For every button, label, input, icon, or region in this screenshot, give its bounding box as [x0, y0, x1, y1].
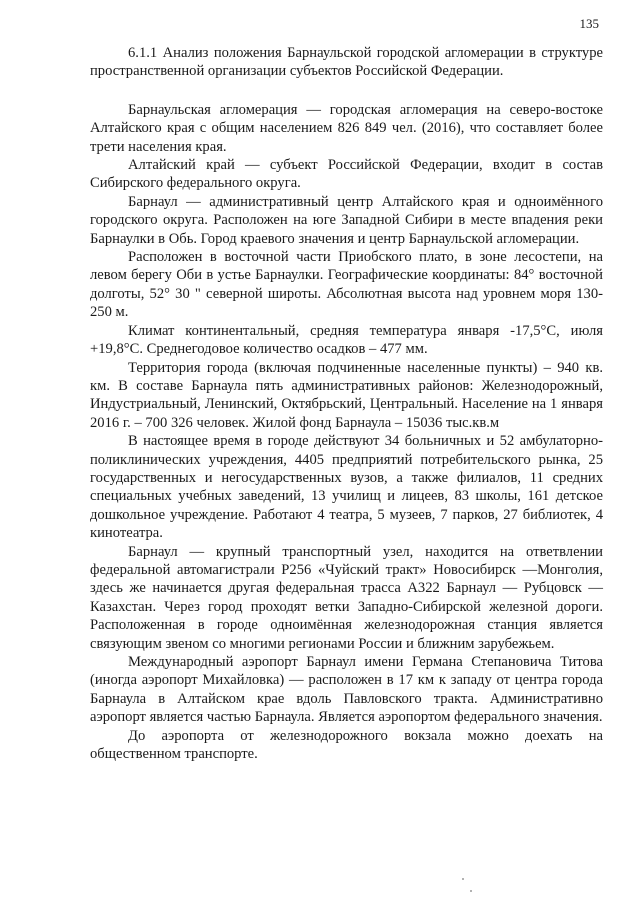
paragraph-airport: Международный аэропорт Барнаул имени Германа Степановича Титова (иногда аэропорт Михайловка) — расположен в 17 км к западу от центра города Барнаула в Алтайском крае вдоль Павловского тракта. Административно аэропорт является частью Барнаула. Является аэропортом федерального значения. [90, 654, 603, 726]
paragraph-agglomeration: Барнаульская агломерация — городская агломерация на северо-востоке Алтайского края с общим населением 826 849 чел. (2016), что составляет более трети населения края. [90, 101, 603, 155]
paragraph-barnaul-center: Барнаул — административный центр Алтайского края и одноимённого городского округа. Расположен на юге Западной Сибири в месте впадения реки Барнаулки в Обь. Город краевого значения и центр Барнаульской агломерации. [90, 193, 603, 247]
section-heading: 6.1.1 Анализ положения Барнаульской городской агломерации в структуре пространственной организации субъектов Российской Федерации. [90, 45, 603, 80]
scan-speck [470, 890, 472, 892]
paragraph-geography: Расположен в восточной части Приобского плато, в зоне лесостепи, на левом берегу Оби в устье Барнаулки. Географические координаты: 84° восточной долготы, 52° 30 " северной широты. Абсолютная высота над уровнем моря 130-250 м. [90, 249, 603, 321]
paragraph-climate: Климат континентальный, средняя температура января -17,5°С, июля +19,8°С. Среднегодовое количество осадков – 477 мм. [90, 322, 603, 358]
paragraph-institutions: В настоящее время в городе действуют 34 больничных и 52 амбулаторно-поликлинических учреждения, 4405 предприятий потребительского рынка, 25 государственных и негосударственных вузов, а также филиалов, 11 средних специальных учебных заведений, 13 училищ и лицеев, 83 школы, 161 детское дошкольное учреждение. Работают 4 театра, 5 музеев, 7 парков, 27 библиотек, 4 кинотеатра. [90, 433, 603, 542]
page-content [90, 44, 603, 763]
page-number: 135 [579, 16, 599, 31]
scan-speck [462, 878, 464, 880]
paragraph-transport: Барнаул — крупный транспортный узел, находится на ответвлении федеральной автомагистрали Р256 «Чуйский тракт» Новосибирск —Монголия, здесь же начинается другая федеральная трасса А322 Барнаул — Рубцовск — Казахстан. Через город проходят ветки Западно-Сибирской железной дороги. Расположенная в городе одноимённая железнодорожная станция является связующим звеном со многими регионами России и ближним зарубежьем. [90, 543, 603, 652]
paragraph-airport-access: До аэропорта от железнодорожного вокзала можно доехать на общественном транспорте. [90, 727, 603, 763]
paragraph-altai-krai: Алтайский край — субъект Российской Федерации, входит в состав Сибирского федерального округа. [90, 157, 603, 192]
paragraph-territory: Территория города (включая подчиненные населенные пункты) – 940 кв. км. В составе Барнаула пять административных районов: Железнодорожный, Индустриальный, Ленинский, Октябрьский, Центральный. Население на 1 января 2016 г. – 700 326 человек. Жилой фонд Барнаула – 15036 тыс.кв.м [90, 359, 603, 431]
